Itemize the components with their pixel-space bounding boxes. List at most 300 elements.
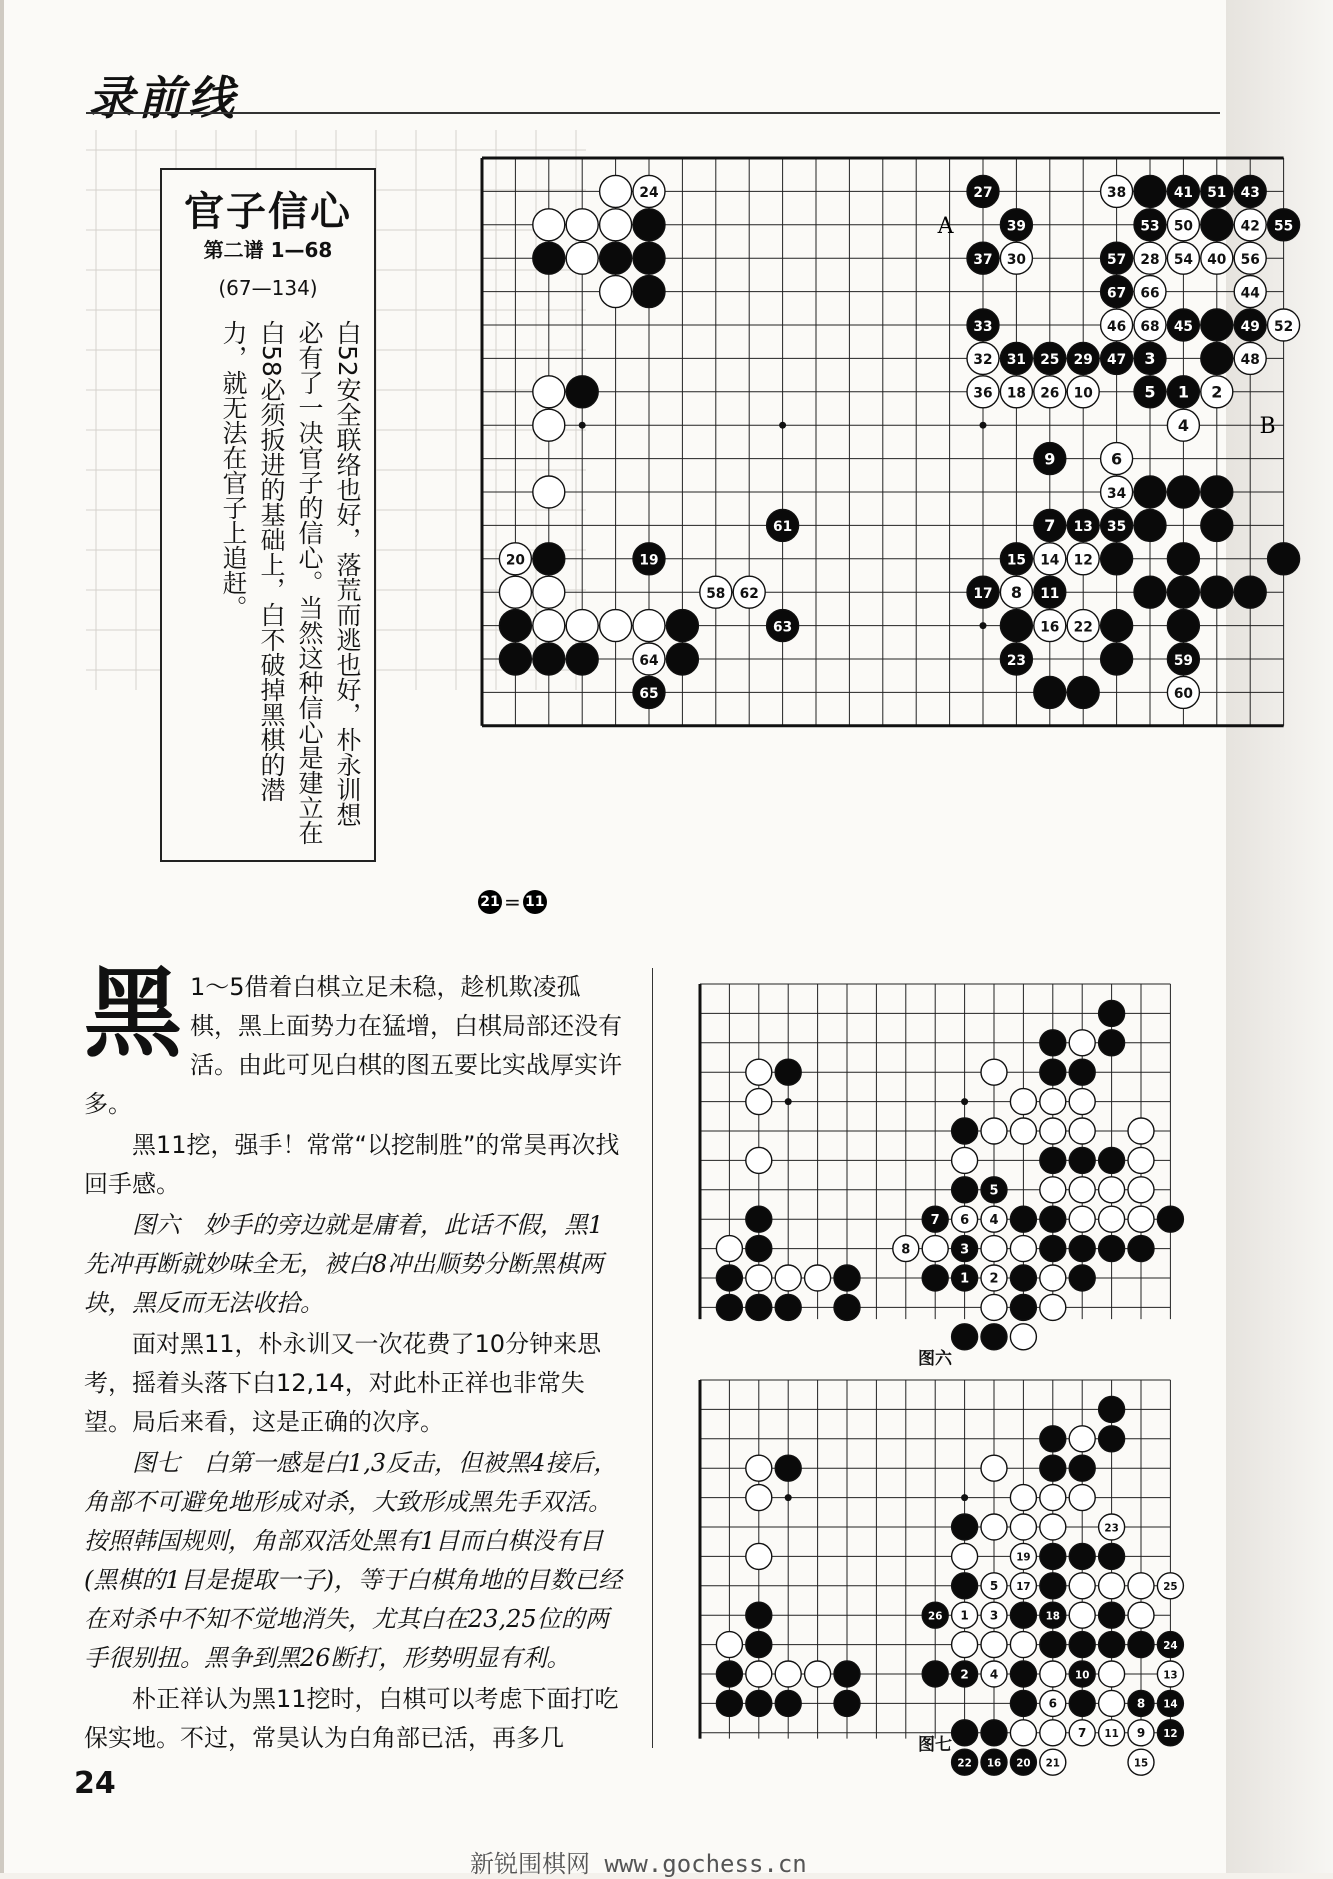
column-divider — [652, 968, 653, 1748]
move-number: 5 — [1144, 382, 1156, 402]
black-stone — [967, 576, 999, 608]
move-number: 23 — [1006, 652, 1026, 669]
paragraph: 黑11挖，强手！常常“以挖制胜”的常昊再次找回手感。 — [84, 1131, 620, 1198]
black-stone — [834, 1690, 860, 1716]
move-number: 48 — [1240, 352, 1260, 369]
move-number: 42 — [1240, 218, 1260, 235]
move-number: 2 — [960, 1667, 969, 1682]
move-number: 49 — [1240, 318, 1260, 335]
star-point — [961, 1494, 968, 1501]
point-label-b: B — [1259, 414, 1276, 440]
move-number: 16 — [1040, 619, 1060, 636]
white-stone — [1069, 1720, 1095, 1746]
move-number: 53 — [1140, 218, 1160, 235]
move-number: 60 — [1173, 686, 1193, 703]
move-number: 16 — [986, 1757, 1002, 1770]
move-note-left: 21 — [478, 890, 502, 914]
black-stone — [1268, 543, 1300, 575]
move-number: 17 — [1016, 1581, 1031, 1594]
white-stone — [1157, 1661, 1183, 1687]
move-note-right: 11 — [523, 890, 547, 914]
move-number: 59 — [1173, 652, 1193, 669]
black-stone — [922, 1602, 948, 1628]
move-number: 3 — [1144, 349, 1156, 369]
move-number: 13 — [1163, 1669, 1178, 1682]
move-number: 14 — [1163, 1698, 1178, 1711]
black-stone — [1157, 1690, 1183, 1716]
paragraph: 朴正祥认为黑11挖时，白棋可以考虑下面打吃保实地。不过，常昊认为白角部已活，再多几 — [84, 1685, 619, 1752]
move-number: 9 — [1044, 449, 1056, 469]
black-stone — [1234, 576, 1266, 608]
black-stone — [1099, 1236, 1125, 1262]
black-stone — [1069, 1059, 1095, 1085]
move-number: 8 — [1136, 1696, 1146, 1711]
move-number: 11 — [1104, 1728, 1119, 1741]
white-stone — [1128, 1206, 1154, 1232]
black-stone — [1010, 1206, 1036, 1232]
white-stone — [566, 610, 598, 642]
white-stone — [1069, 1206, 1095, 1232]
white-stone — [952, 1632, 978, 1658]
black-stone — [1069, 1632, 1095, 1658]
black-stone — [952, 1236, 978, 1262]
white-stone — [952, 1543, 978, 1569]
move-number: 4 — [989, 1212, 999, 1228]
black-stone — [1099, 1543, 1125, 1569]
move-number: 6 — [1048, 1696, 1057, 1711]
move-number: 44 — [1240, 285, 1260, 302]
black-stone — [1201, 342, 1233, 374]
white-stone — [1034, 543, 1066, 575]
white-stone — [1101, 309, 1133, 341]
move-number: 2 — [1211, 382, 1223, 402]
paragraph: 面对黑11，朴永训又一次花费了10分钟来思考，摇着头落下白12,14，对此朴正祥也非常失望。局后来看，这是正确的次序。 — [84, 1330, 602, 1436]
black-stone — [1010, 1294, 1036, 1320]
black-stone — [666, 610, 698, 642]
white-stone — [633, 643, 665, 675]
move-number: 6 — [1111, 449, 1123, 469]
figure6-caption: 图六 — [918, 1349, 952, 1369]
watermark-footer: 新锐围棋网 www.gochess.cn — [470, 1850, 807, 1878]
black-stone — [1069, 1543, 1095, 1569]
white-stone — [600, 276, 632, 308]
move-number: 36 — [973, 385, 993, 402]
white-stone — [981, 1632, 1007, 1658]
white-stone — [1010, 1236, 1036, 1262]
white-stone — [1167, 242, 1199, 274]
white-stone — [952, 1602, 978, 1628]
black-stone — [1167, 476, 1199, 508]
white-stone — [775, 1661, 801, 1687]
white-stone — [1000, 576, 1032, 608]
black-stone — [952, 1661, 978, 1687]
white-stone — [533, 409, 565, 441]
white-stone — [981, 1206, 1007, 1232]
move-number: 66 — [1140, 285, 1160, 302]
move-number: 32 — [973, 352, 993, 369]
move-number: 50 — [1173, 218, 1193, 235]
black-stone — [1099, 1030, 1125, 1056]
black-stone — [967, 242, 999, 274]
move-number: 24 — [1163, 1639, 1178, 1652]
white-stone — [1234, 209, 1266, 241]
black-stone — [566, 643, 598, 675]
white-stone — [1128, 1118, 1154, 1144]
black-stone — [666, 643, 698, 675]
white-stone — [746, 1089, 772, 1115]
white-stone — [746, 1147, 772, 1173]
white-stone — [600, 610, 632, 642]
sidebar-title: 官子信心 — [184, 188, 352, 235]
black-stone — [1099, 1426, 1125, 1452]
move-number: 37 — [973, 251, 993, 268]
move-number: 45 — [1173, 318, 1193, 335]
white-stone — [1069, 1089, 1095, 1115]
move-number: 58 — [706, 585, 726, 602]
dropcap: 黑 — [84, 956, 183, 1071]
move-number: 1 — [960, 1608, 969, 1623]
article-body — [84, 956, 623, 1760]
header-rule — [86, 112, 1220, 114]
black-stone — [1040, 1455, 1066, 1481]
white-stone — [1067, 376, 1099, 408]
white-stone — [1010, 1324, 1036, 1350]
black-stone — [1234, 175, 1266, 207]
move-number: 26 — [928, 1610, 943, 1623]
black-stone — [1101, 276, 1133, 308]
move-number: 55 — [1274, 218, 1294, 235]
star-point — [579, 422, 586, 429]
black-stone — [1157, 1632, 1183, 1658]
white-stone — [566, 209, 598, 241]
white-stone — [1101, 476, 1133, 508]
paragraph: 图七 白第一感是白1,3反击，但被黑4接后，角部不可避免地形成对杀，大致形成黑先手双活。按照韩国规则，角部双活处黑有1目而白棋没有目(黑棋的1目是提取一子)，等于白棋角地的目数已经在对杀中不知不觉地消失，尤其白在23,25位的两手很别扭。黑争到黑26断打，形势明显有利。 — [84, 1449, 622, 1672]
white-stone — [1234, 276, 1266, 308]
black-stone — [1101, 543, 1133, 575]
black-stone — [499, 610, 531, 642]
white-stone — [1040, 1661, 1066, 1687]
white-stone — [1040, 1485, 1066, 1511]
white-stone — [981, 1455, 1007, 1481]
move-number: 43 — [1240, 185, 1260, 202]
move-number: 12 — [1073, 552, 1093, 569]
move-number: 27 — [973, 185, 993, 202]
white-stone — [1201, 376, 1233, 408]
black-stone — [633, 676, 665, 708]
white-stone — [600, 209, 632, 241]
white-stone — [1069, 1485, 1095, 1511]
move-number: 63 — [773, 619, 793, 636]
black-stone — [1201, 209, 1233, 241]
move-number: 17 — [973, 585, 993, 602]
black-stone — [775, 1690, 801, 1716]
black-stone — [1201, 509, 1233, 541]
move-number: 25 — [1040, 352, 1060, 369]
move-number: 7 — [1044, 516, 1056, 536]
page-number: 24 — [74, 1766, 116, 1801]
black-stone — [922, 1206, 948, 1232]
paragraph-text: 1～5借着白棋立足未稳，趁机欺凌孤棋，黑上面势力在猛增，白棋局部还没有活。由此可见白棋的图五要比实战厚实许多。 — [84, 973, 623, 1118]
black-stone — [746, 1602, 772, 1628]
white-stone — [1167, 676, 1199, 708]
white-stone — [746, 1543, 772, 1569]
column-title: 录前线 — [88, 71, 238, 125]
black-stone — [1000, 209, 1032, 241]
move-number: 12 — [1163, 1728, 1178, 1741]
move-number: 18 — [1045, 1610, 1060, 1623]
white-stone — [1010, 1543, 1036, 1569]
move-number: 46 — [1107, 318, 1127, 335]
black-stone — [834, 1265, 860, 1291]
white-stone — [805, 1661, 831, 1687]
white-stone — [1069, 1602, 1095, 1628]
black-stone — [775, 1059, 801, 1085]
white-stone — [1069, 1573, 1095, 1599]
white-stone — [633, 610, 665, 642]
black-stone — [1067, 509, 1099, 541]
move-number: 34 — [1107, 485, 1127, 502]
move-number: 57 — [1107, 251, 1127, 268]
move-number: 61 — [773, 519, 793, 536]
white-stone — [981, 1661, 1007, 1687]
white-stone — [1000, 376, 1032, 408]
black-stone — [1101, 509, 1133, 541]
black-stone — [1034, 576, 1066, 608]
figure6-go-board — [694, 980, 1182, 1322]
black-stone — [1268, 209, 1300, 241]
white-stone — [1128, 1720, 1154, 1746]
white-stone — [1128, 1573, 1154, 1599]
black-stone — [952, 1118, 978, 1144]
black-stone — [834, 1661, 860, 1687]
black-stone — [1134, 576, 1166, 608]
white-stone — [1034, 376, 1066, 408]
black-stone — [633, 209, 665, 241]
move-number: 10 — [1073, 385, 1093, 402]
black-stone — [1040, 1147, 1066, 1173]
white-stone — [533, 209, 565, 241]
white-stone — [922, 1236, 948, 1262]
black-stone — [1034, 509, 1066, 541]
move-number: 52 — [1274, 318, 1294, 335]
black-stone — [1010, 1265, 1036, 1291]
white-stone — [1069, 1118, 1095, 1144]
white-stone — [1128, 1147, 1154, 1173]
white-stone — [981, 1118, 1007, 1144]
black-stone — [1201, 175, 1233, 207]
black-stone — [1134, 342, 1166, 374]
white-stone — [1268, 309, 1300, 341]
black-stone — [1167, 376, 1199, 408]
black-stone — [746, 1632, 772, 1658]
black-stone — [1099, 1147, 1125, 1173]
move-number: 67 — [1107, 285, 1127, 302]
move-number: 5 — [989, 1579, 999, 1594]
white-stone — [1099, 1690, 1125, 1716]
move-number: 1 — [960, 1271, 970, 1287]
black-stone — [1167, 175, 1199, 207]
star-point — [785, 1494, 792, 1501]
white-stone — [1099, 1573, 1125, 1599]
white-stone — [893, 1236, 919, 1262]
move-number: 4 — [989, 1667, 999, 1682]
white-stone — [981, 1059, 1007, 1085]
sidebar-subtitle: 第二谱 1—68 — [203, 238, 333, 262]
move-number: 6 — [960, 1212, 970, 1228]
black-stone — [1101, 242, 1133, 274]
black-stone — [746, 1206, 772, 1232]
black-stone — [533, 543, 565, 575]
white-stone — [1067, 610, 1099, 642]
black-stone — [1040, 1543, 1066, 1569]
move-number: 7 — [1078, 1726, 1087, 1741]
white-stone — [1234, 342, 1266, 374]
black-stone — [1157, 1720, 1183, 1746]
black-stone — [767, 610, 799, 642]
black-stone — [1234, 309, 1266, 341]
white-stone — [981, 1265, 1007, 1291]
move-number: 5 — [989, 1183, 999, 1199]
white-stone — [1134, 309, 1166, 341]
move-number: 8 — [1010, 582, 1022, 602]
move-number: 26 — [1040, 385, 1060, 402]
move-number: 25 — [1163, 1581, 1178, 1594]
move-number: 18 — [1006, 385, 1026, 402]
move-number: 28 — [1140, 251, 1160, 268]
white-stone — [1101, 443, 1133, 475]
black-stone — [1128, 1236, 1154, 1262]
white-stone — [1134, 242, 1166, 274]
black-stone — [952, 1749, 978, 1775]
black-stone — [1067, 676, 1099, 708]
white-stone — [1069, 1177, 1095, 1203]
black-stone — [981, 1177, 1007, 1203]
move-number: 51 — [1207, 185, 1227, 202]
white-stone — [1099, 1720, 1125, 1746]
point-label-a: A — [937, 213, 954, 239]
move-number: 21 — [1045, 1757, 1060, 1770]
black-stone — [1099, 1602, 1125, 1628]
black-stone — [1040, 1602, 1066, 1628]
move-number: 13 — [1073, 519, 1093, 536]
black-stone — [981, 1720, 1007, 1746]
black-stone — [716, 1690, 742, 1716]
white-stone — [633, 175, 665, 207]
move-number: 3 — [960, 1242, 970, 1258]
black-stone — [1010, 1661, 1036, 1687]
black-stone — [1067, 342, 1099, 374]
move-number: 56 — [1240, 251, 1260, 268]
black-stone — [922, 1265, 948, 1291]
white-stone — [499, 576, 531, 608]
white-stone — [1099, 1661, 1125, 1687]
white-stone — [746, 1265, 772, 1291]
move-number: 65 — [639, 686, 659, 703]
star-point — [961, 1098, 968, 1105]
white-stone — [1010, 1089, 1036, 1115]
black-stone — [1040, 1632, 1066, 1658]
black-stone — [952, 1177, 978, 1203]
black-stone — [1101, 342, 1133, 374]
move-number: 15 — [1133, 1757, 1149, 1770]
white-stone — [1128, 1177, 1154, 1203]
white-stone — [1069, 1426, 1095, 1452]
black-stone — [1167, 576, 1199, 608]
move-number: 20 — [505, 552, 525, 569]
white-stone — [1067, 543, 1099, 575]
black-stone — [533, 643, 565, 675]
white-stone — [746, 1455, 772, 1481]
move-number: 38 — [1107, 185, 1127, 202]
black-stone — [1157, 1206, 1183, 1232]
move-number: 22 — [957, 1757, 972, 1770]
black-stone — [1128, 1632, 1154, 1658]
board-grid — [482, 158, 1284, 726]
move-number: 39 — [1006, 218, 1026, 235]
white-stone — [533, 576, 565, 608]
black-stone — [1101, 610, 1133, 642]
white-stone — [1099, 1177, 1125, 1203]
white-stone — [952, 1206, 978, 1232]
black-stone — [1010, 1602, 1036, 1628]
move-number: 8 — [901, 1242, 911, 1258]
comment-box — [160, 168, 376, 862]
black-stone — [1167, 643, 1199, 675]
black-stone — [922, 1661, 948, 1687]
move-number: 40 — [1207, 251, 1227, 268]
white-stone — [1099, 1206, 1125, 1232]
sidebar-range: (67—134) — [218, 276, 318, 300]
white-stone — [1040, 1089, 1066, 1115]
black-stone — [1040, 1426, 1066, 1452]
black-stone — [952, 1573, 978, 1599]
black-stone — [1134, 376, 1166, 408]
white-stone — [1134, 276, 1166, 308]
black-stone — [1201, 309, 1233, 341]
black-stone — [952, 1514, 978, 1540]
move-number: 24 — [639, 185, 659, 202]
move-number: 10 — [1075, 1669, 1090, 1682]
black-stone — [1134, 175, 1166, 207]
black-stone — [1167, 543, 1199, 575]
move-number: 23 — [1104, 1522, 1119, 1535]
white-stone — [981, 1602, 1007, 1628]
move-number: 54 — [1173, 251, 1193, 268]
black-stone — [1167, 309, 1199, 341]
main-go-board — [480, 156, 1294, 878]
black-stone — [1201, 576, 1233, 608]
black-stone — [1034, 342, 1066, 374]
move-number: 9 — [1136, 1726, 1146, 1741]
move-number: 11 — [1040, 585, 1060, 602]
move-number: 35 — [1107, 519, 1127, 536]
black-stone — [1040, 1206, 1066, 1232]
white-stone — [1040, 1294, 1066, 1320]
white-stone — [733, 576, 765, 608]
white-stone — [1040, 1118, 1066, 1144]
move-number: 2 — [989, 1271, 999, 1287]
sidebar-comment: 白52安全联络也好，落荒而逃也好，朴永训想必有了一决官子的信心。当然这种信心是建立在白58必须扳进的基础上，白不破掉黑棋的潜力，就无法在官子上追赶。 — [219, 320, 362, 845]
black-stone — [981, 1749, 1007, 1775]
black-stone — [1000, 643, 1032, 675]
white-stone — [1000, 242, 1032, 274]
black-stone — [746, 1236, 772, 1262]
black-stone — [767, 509, 799, 541]
white-stone — [1034, 610, 1066, 642]
black-stone — [1069, 1236, 1095, 1262]
move-note-equals: = — [504, 890, 521, 914]
move-number: 47 — [1107, 352, 1127, 369]
